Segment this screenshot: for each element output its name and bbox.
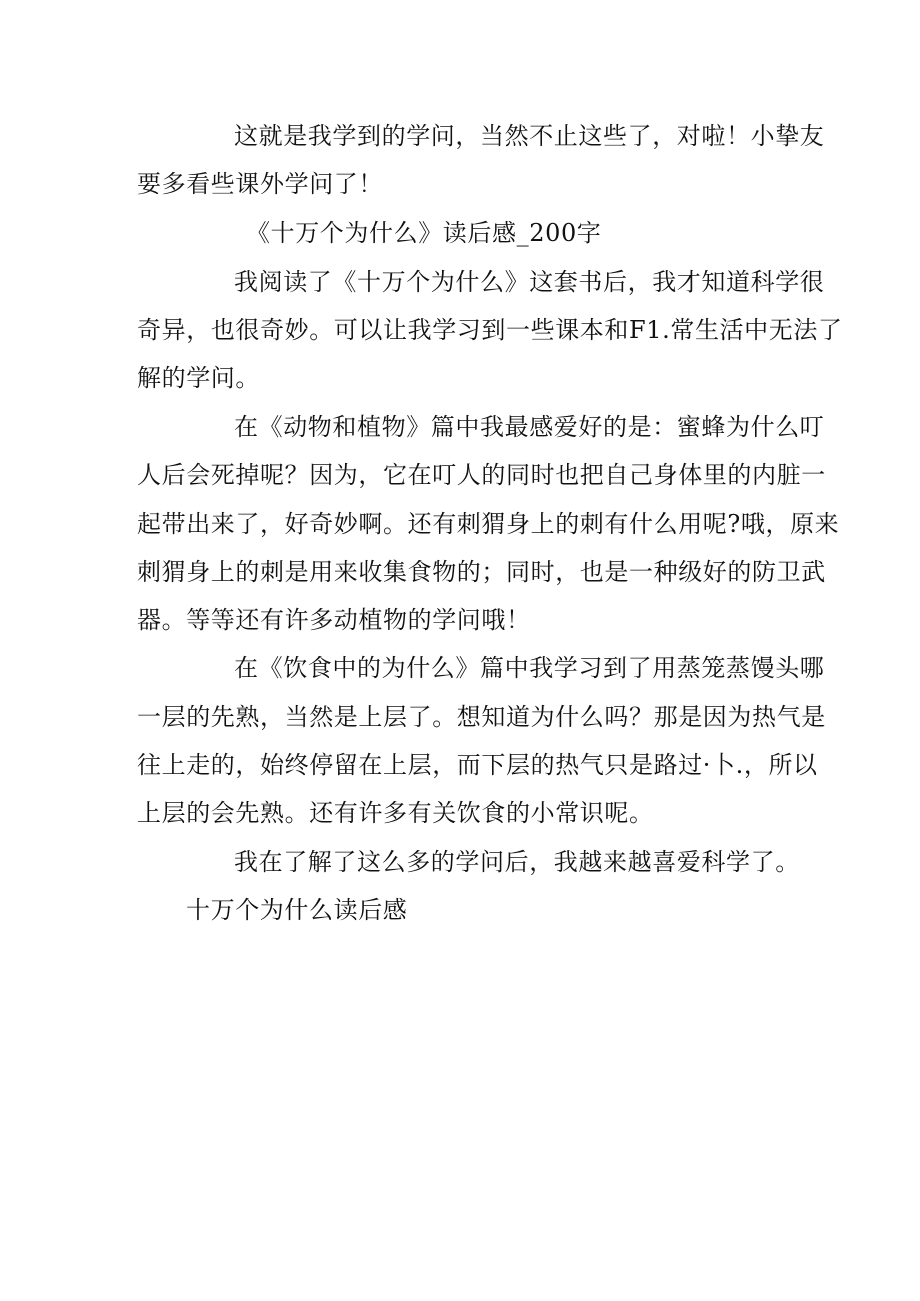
paragraph-line: 解的学问。 [137,364,260,392]
paragraph-line: 人后会死掉呢？因为，它在叮人的同时也把自己身体里的内脏一 [137,461,826,489]
paragraph-line: 我阅读了《十万个为什么》这套书后，我才知道科学很 [234,268,825,296]
section-title: 十万个为什么读后感 [186,896,408,924]
paragraph-line: 刺猬身上的刺是用来收集食物的；同时，也是一种级好的防卫武 [137,558,826,586]
paragraph-line: 往上走的，始终停留在上层，而下层的热气只是路过·卜.，所以 [137,751,818,779]
paragraph-line: 在《动物和植物》篇中我最感爱好的是：蜜蜂为什么叮 [234,413,825,441]
paragraph-line: 上层的会先熟。还有许多有关饮食的小常识呢。 [137,799,654,827]
section-title: 《十万个为什么》读后感_200字 [246,219,602,247]
paragraph-line: 器。等等还有许多动植物的学问哦！ [137,606,531,634]
paragraph-line: 我在了解了这么多的学问后，我越来越喜爱科学了。 [234,848,800,876]
paragraph-line: 在《饮食中的为什么》篇中我学习到了用蒸笼蒸馒头哪 [234,654,825,682]
paragraph-line: 一层的先熟，当然是上层了。想知道为什么吗？那是因为热气是 [137,703,826,731]
paragraph-line: 奇异，也很奇妙。可以让我学习到一些课本和F1.常生活中无法了 [137,316,843,344]
paragraph-line: 起带出来了，好奇妙啊。还有刺猬身上的刺有什么用呢?哦，原来 [137,510,840,538]
paragraph-line: 这就是我学到的学问，当然不止这些了，对啦！小挚友 [234,122,825,150]
paragraph-line: 要多看些课外学问了！ [137,170,383,198]
